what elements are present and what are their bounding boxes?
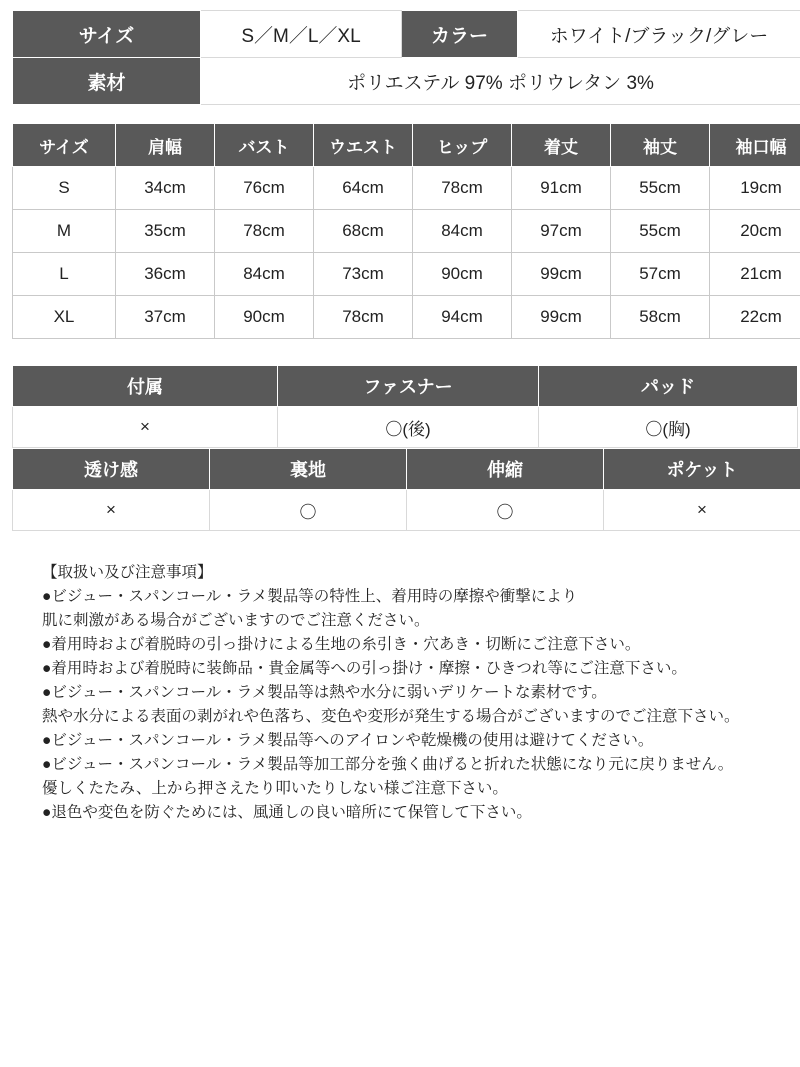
meas-header-bust: バスト xyxy=(215,124,314,167)
attributes-section-2 xyxy=(12,448,788,531)
meas-cell: 94cm xyxy=(413,296,512,339)
meas-cell: 20cm xyxy=(710,210,800,253)
meas-cell: 21cm xyxy=(710,253,800,296)
table-row xyxy=(13,407,798,448)
meas-cell: 90cm xyxy=(215,296,314,339)
meas-cell: 37cm xyxy=(116,296,215,339)
meas-cell: 68cm xyxy=(314,210,413,253)
meas-cell: 35cm xyxy=(116,210,215,253)
care-note-line: ●ビジュー・スパンコール・ラメ製品等へのアイロンや乾燥機の使用は避けてください。 xyxy=(42,732,654,750)
care-note-line: ●着用時および着脱時の引っ掛けによる生地の糸引き・穴あき・切断にご注意下さい。 xyxy=(42,636,641,654)
meas-cell: 64cm xyxy=(314,167,413,210)
spec-label-material: 素材 xyxy=(13,58,201,105)
meas-cell: 78cm xyxy=(314,296,413,339)
attr-value-accessory: × xyxy=(13,407,278,448)
care-note-line: 熱や水分による表面の剥がれや色落ち、変色や変形が発生する場合がございますのでご注意下さい。 xyxy=(42,708,740,726)
table-header-row xyxy=(13,124,800,167)
attr-header-accessory: 付属 xyxy=(13,366,278,407)
meas-cell: 57cm xyxy=(611,253,710,296)
measurement-section xyxy=(12,123,788,339)
meas-header-shoulder: 肩幅 xyxy=(116,124,215,167)
attr-header-zipper: ファスナー xyxy=(278,366,539,407)
meas-cell: 73cm xyxy=(314,253,413,296)
care-note-line: ●ビジュー・スパンコール・ラメ製品等は熱や水分に弱いデリケートな素材です。 xyxy=(42,684,607,702)
attributes-table-1 xyxy=(12,365,798,448)
attr-header-sheerness: 透け感 xyxy=(13,449,210,490)
table-header-row xyxy=(13,366,798,407)
meas-cell: 84cm xyxy=(215,253,314,296)
meas-header-cuff-width: 袖口幅 xyxy=(710,124,800,167)
meas-header-size: サイズ xyxy=(13,124,116,167)
meas-cell: 55cm xyxy=(611,167,710,210)
meas-cell: 55cm xyxy=(611,210,710,253)
table-header-row xyxy=(13,449,800,490)
care-note-line: ●ビジュー・スパンコール・ラメ製品等の特性上、着用時の摩擦や衝撃により xyxy=(42,588,578,606)
care-note-line: ●ビジュー・スパンコール・ラメ製品等加工部分を強く曲げると折れた状態になり元に戻りません。 xyxy=(42,756,734,774)
care-note-line: 肌に刺激がある場合がございますのでご注意ください。 xyxy=(42,612,430,630)
meas-cell: 78cm xyxy=(215,210,314,253)
meas-cell: 97cm xyxy=(512,210,611,253)
meas-cell: 34cm xyxy=(116,167,215,210)
attr-header-pad: パッド xyxy=(539,366,798,407)
attr-value-zipper: 〇(後) xyxy=(278,407,539,448)
attr-value-pocket: × xyxy=(604,490,800,531)
table-row xyxy=(13,253,800,296)
meas-cell: 99cm xyxy=(512,253,611,296)
meas-cell: 58cm xyxy=(611,296,710,339)
care-notes xyxy=(12,561,788,825)
table-row xyxy=(13,490,800,531)
meas-cell: S xyxy=(13,167,116,210)
spec-label-size: サイズ xyxy=(13,11,201,58)
care-notes-title: 【取扱い及び注意事項】 xyxy=(42,564,213,581)
meas-cell: 36cm xyxy=(116,253,215,296)
meas-header-hip: ヒップ xyxy=(413,124,512,167)
meas-header-waist: ウエスト xyxy=(314,124,413,167)
care-note-line: ●退色や変色を防ぐためには、風通しの良い暗所にて保管して下さい。 xyxy=(42,804,532,822)
spec-value-material: ポリエステル 97% ポリウレタン 3% xyxy=(201,58,800,105)
spec-value-size: S／M／L／XL xyxy=(201,11,402,58)
attr-value-stretch: 〇 xyxy=(407,490,604,531)
meas-header-sleeve-length: 袖丈 xyxy=(611,124,710,167)
meas-cell: 91cm xyxy=(512,167,611,210)
attributes-table-2 xyxy=(12,448,800,531)
table-row xyxy=(13,11,800,58)
attributes-section-1 xyxy=(12,365,788,448)
meas-header-length: 着丈 xyxy=(512,124,611,167)
attr-value-lining: 〇 xyxy=(210,490,407,531)
meas-cell: M xyxy=(13,210,116,253)
spec-value-color: ホワイト/ブラック/グレー xyxy=(518,11,800,58)
care-note-line: 優しくたたみ、上から押さえたり叩いたりしない様ご注意下さい。 xyxy=(42,780,508,798)
meas-cell: 99cm xyxy=(512,296,611,339)
meas-cell: 84cm xyxy=(413,210,512,253)
meas-cell: 78cm xyxy=(413,167,512,210)
meas-cell: 22cm xyxy=(710,296,800,339)
spec-label-color: カラー xyxy=(402,11,518,58)
attr-header-stretch: 伸縮 xyxy=(407,449,604,490)
meas-cell: 76cm xyxy=(215,167,314,210)
meas-cell: 19cm xyxy=(710,167,800,210)
table-row xyxy=(13,58,800,105)
attr-value-pad: 〇(胸) xyxy=(539,407,798,448)
table-row xyxy=(13,210,800,253)
measurement-table xyxy=(12,123,800,339)
meas-cell: L xyxy=(13,253,116,296)
attr-value-sheerness: × xyxy=(13,490,210,531)
table-row xyxy=(13,296,800,339)
attr-header-lining: 裏地 xyxy=(210,449,407,490)
care-note-line: ●着用時および着脱時に装飾品・貴金属等への引っ掛け・摩擦・ひきつれ等にご注意下さい。 xyxy=(42,660,687,678)
table-row xyxy=(13,167,800,210)
spec-table xyxy=(12,10,800,105)
meas-cell: XL xyxy=(13,296,116,339)
attr-header-pocket: ポケット xyxy=(604,449,800,490)
meas-cell: 90cm xyxy=(413,253,512,296)
